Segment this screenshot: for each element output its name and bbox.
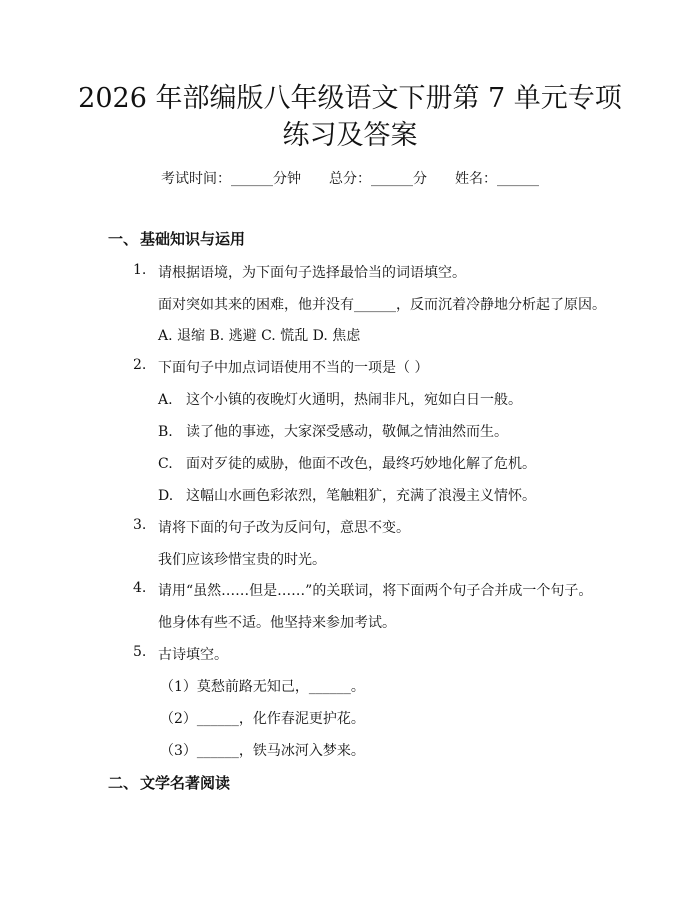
q5-stem: 古诗填空。 [158,647,228,663]
page-title-line-1: 2026 年部编版八年级语文下册第 7 单元专项 [78,83,622,114]
section-2-title: 文学名著阅读 [140,774,231,792]
option-text: 这个小镇的夜晚灯火通明，热闹非凡，宛如白日一般。 [186,392,522,408]
option-text: 读了他的事迹，大家深受感动，敬佩之情油然而生。 [186,424,508,440]
q4-sentence: 他身体有些不适。他坚持来参加考试。 [158,615,396,631]
option-label: B. [158,424,173,440]
q3-stem: 请将下面的句子改为反问句，意思不变。 [158,520,410,536]
q2-number: 2. [133,357,147,373]
q5-item-1: （1）莫愁前路无知己，______。 [160,679,365,695]
q4-stem: 请用“虽然……但是……”的关联词，将下面两个句子合并成一个句子。 [158,583,593,599]
q1-stem: 请根据语境，为下面句子选择最恰当的词语填空。 [158,265,466,281]
q5-item-3: （3）______，铁马冰河入梦来。 [160,743,365,759]
page-title-line-2: 练习及答案 [282,120,418,151]
q2-option-c [158,453,536,473]
section-2-heading [108,772,230,793]
section-1-title: 基础知识与运用 [140,230,246,248]
q1-number: 1. [133,262,147,278]
q5-item-2: （2）______，化作春泥更护花。 [160,711,365,727]
q3-number: 3. [133,517,147,533]
exam-time: 考试时间：______分钟 [161,171,301,187]
q2-option-a [158,389,522,409]
option-label: A. [158,392,173,408]
q3-sentence: 我们应该珍惜宝贵的时光。 [158,552,326,568]
q2-option-d [158,485,536,505]
option-text: 面对歹徒的威胁，他面不改色，最终巧妙地化解了危机。 [186,456,536,472]
q2-stem: 下面句子中加点词语使用不当的一项是（ ） [158,360,429,376]
q1-options: A. 退缩 B. 逃避 C. 慌乱 D. 焦虑 [158,328,361,344]
option-text: 这幅山水画色彩浓烈，笔触粗犷，充满了浪漫主义情怀。 [186,488,536,504]
section-1-number: 一、 [108,230,139,248]
q2-option-b [158,421,508,441]
section-2-number: 二、 [108,774,139,792]
section-1-heading [108,228,245,249]
exam-score: 总分：______分 [329,171,427,187]
exam-name: 姓名：______ [455,171,539,187]
q4-number: 4. [133,580,147,596]
exam-info [0,168,700,188]
option-label: D. [158,488,174,504]
option-label: C. [158,456,173,472]
q5-number: 5. [133,644,147,660]
q1-sentence: 面对突如其来的困难，他并没有______，反而沉着冷静地分析起了原因。 [158,297,606,313]
